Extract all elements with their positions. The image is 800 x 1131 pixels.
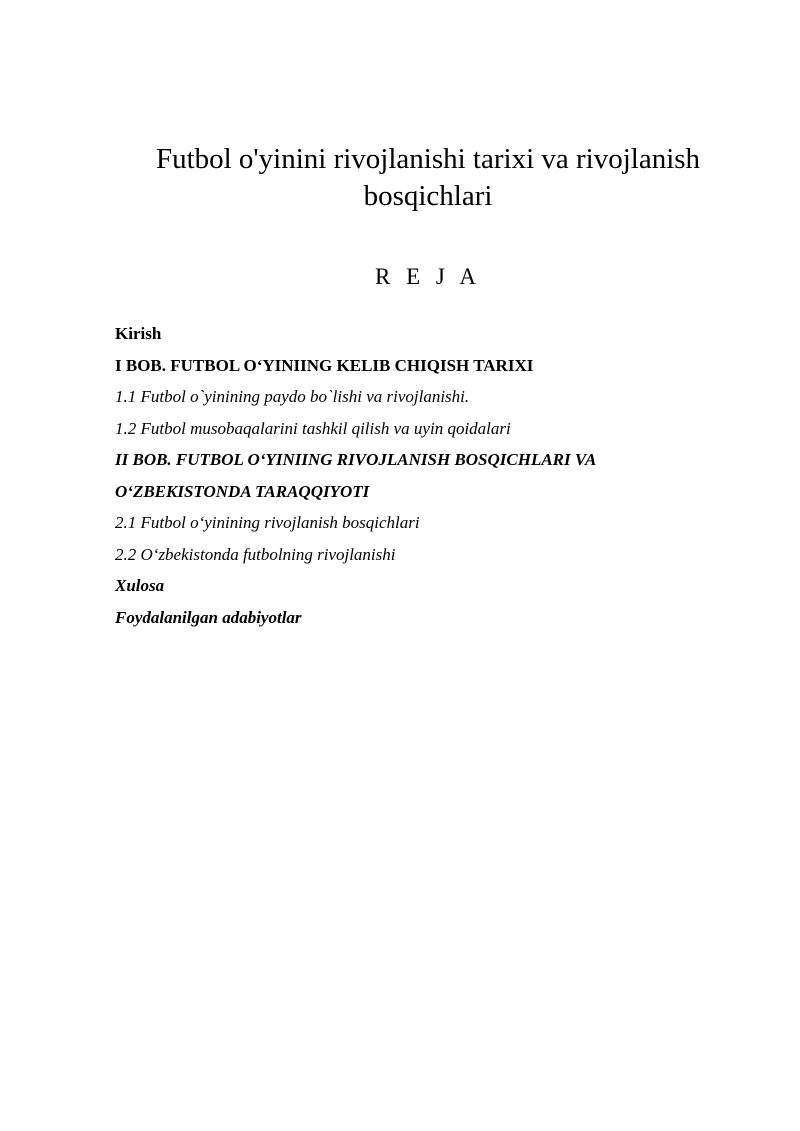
toc-item-chapter-2-line-1: II BOB. FUTBOL O‘YINIING RIVOJLANISH BOSQICHLARI VA [115, 450, 597, 469]
table-of-contents [115, 318, 735, 633]
toc-item-references: Foydalanilgan adabiyotlar [115, 607, 302, 627]
plan-heading: R E J A [375, 264, 481, 289]
toc-item-2-1: 2.1 Futbol o‘yinining rivojlanish bosqichlari [115, 513, 420, 532]
toc-item-xulosa: Xulosa [115, 576, 165, 595]
toc-item-1-1: 1.1 Futbol o`yinining paydo bo`lishi va rivojlanishi. [115, 387, 470, 406]
toc-item-kirish: Kirish [115, 324, 162, 343]
toc-item-2-2: 2.2 O‘zbekistonda futbolning rivojlanishi [115, 544, 396, 564]
toc-item-1-2: 1.2 Futbol musobaqalarini tashkil qilish va uyin qoidalari [115, 418, 511, 438]
toc-item-chapter-2-line-2: O‘ZBEKISTONDA TARAQQIYOTI [115, 481, 370, 501]
document-title: Futbol o'yinini rivojlanishi tarixi va rivojlanish bosqichlari [155, 143, 701, 212]
toc-item-chapter-1: I BOB. FUTBOL O‘YINIING KELIB CHIQISH TARIXI [115, 355, 534, 375]
